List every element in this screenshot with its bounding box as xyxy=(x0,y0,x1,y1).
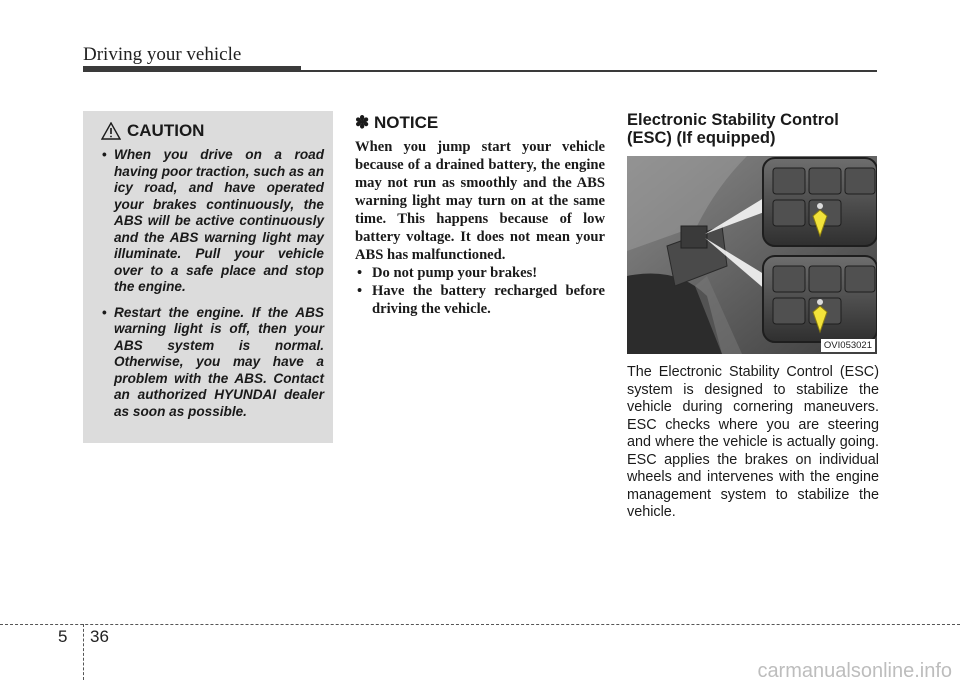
footer-rule xyxy=(0,624,960,625)
footer-divider xyxy=(83,624,84,680)
caution-item: • Restart the engine. If the ABS warning light is off, then your ABS system is normal. Otherwise, you may have a problem with the ABS. Contact an authorized HYUNDAI dealer as soon as possible. xyxy=(97,305,324,421)
header-bar xyxy=(83,66,301,72)
caution-header xyxy=(101,121,324,141)
caution-title: CAUTION xyxy=(127,121,205,140)
esc-switch-figure xyxy=(627,156,877,354)
notice-body: When you jump start your vehicle because of a drained battery, the engine may not run as smoothly and the ABS warning light may turn on at the same time. This happens because of low battery voltage. It does not mean your ABS has malfunctioned. xyxy=(355,139,605,263)
section-number: 5 xyxy=(58,627,68,646)
caution-item: • When you drive on a road having poor traction, such as an icy road, and have operated your brakes continuously, the ABS will be active continuously and the ABS warning light may illuminate. Pull your vehicle over to a safe place and stop the engine. xyxy=(97,147,324,296)
watermark: carmanualsonline.info xyxy=(757,660,952,682)
header-rule xyxy=(301,70,877,72)
caution-list xyxy=(97,147,324,420)
header-title: Driving your vehicle xyxy=(83,44,242,65)
page-number: 36 xyxy=(90,627,109,646)
esc-heading: Electronic Stability Control (ESC) (If equipped) xyxy=(627,111,839,147)
dashboard-illustration xyxy=(627,156,877,354)
notice-item: • Have the battery recharged before driving the vehicle. xyxy=(355,282,605,318)
notice-section xyxy=(355,113,605,318)
notice-list xyxy=(355,264,605,318)
notice-item: • Do not pump your brakes! xyxy=(355,264,605,282)
warning-triangle-icon xyxy=(101,122,121,140)
notice-title: ✽ NOTICE xyxy=(355,113,439,132)
figure-code: OVI053021 xyxy=(821,339,875,352)
esc-description: The Electronic Stability Control (ESC) system is designed to stabilize the vehicle during cornering maneuvers. ESC checks where you are steering and where the vehicle is actually going. ESC applies the brakes on individual wheels and intervenes with the engine management system to stabilize the vehicle. xyxy=(627,364,879,520)
caution-box xyxy=(83,111,333,443)
